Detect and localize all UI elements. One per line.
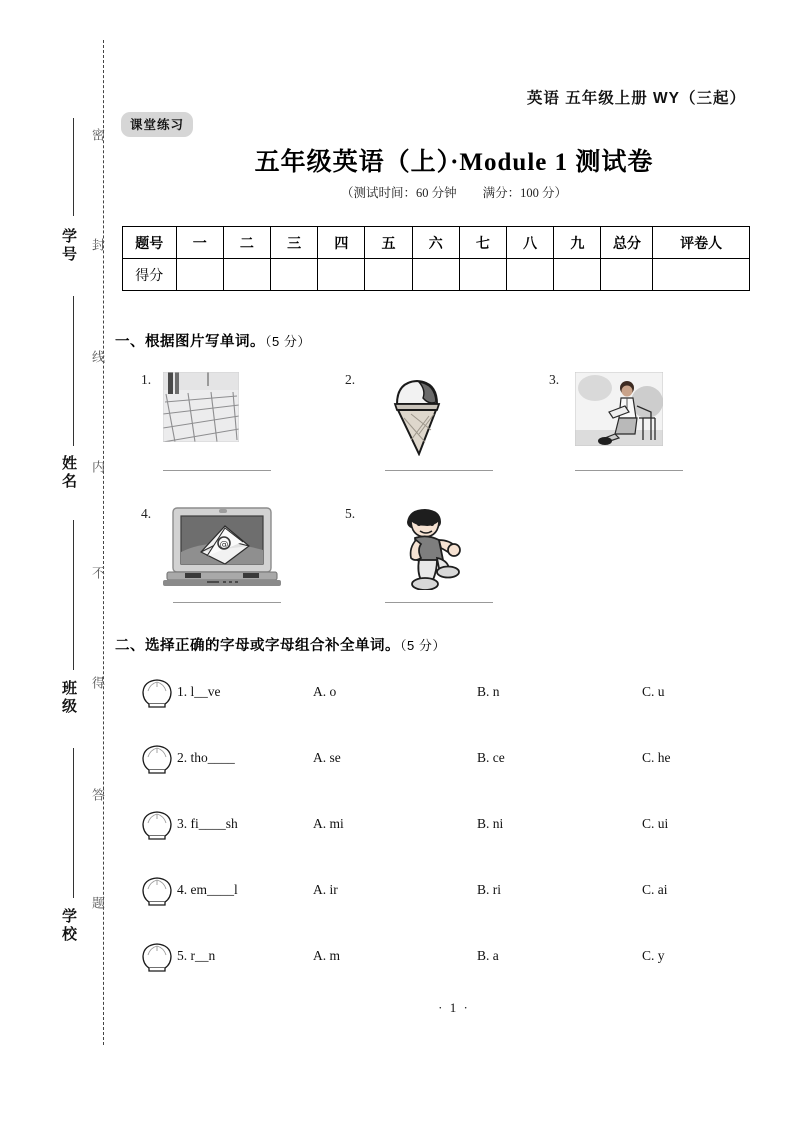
score-table-col-2: 二 — [223, 227, 270, 259]
seal-dashed-line — [103, 40, 104, 1045]
seal-char-5: 得 — [90, 676, 105, 691]
seal-char-3: 内 — [90, 460, 105, 475]
mc-question-3-stem: 3. fi____sh — [177, 816, 238, 831]
score-table — [122, 226, 750, 291]
picture-item-3-number: 3. — [549, 372, 560, 387]
field-rule-name — [73, 296, 74, 446]
page-title: 五年级英语（上）·Module 1 测试卷 — [254, 149, 654, 176]
laptop-email-image — [163, 506, 281, 590]
page-number: · 1 · — [438, 1000, 470, 1015]
exam-meta-line — [115, 183, 793, 201]
mc-question-1-option-a[interactable]: A. o — [313, 684, 337, 699]
shell-icon — [140, 875, 174, 912]
seal-char-0: 密 — [90, 128, 105, 143]
field-label-student-id: 学号 — [60, 228, 77, 264]
score-cell-3[interactable] — [271, 259, 318, 291]
running-boy-image — [385, 506, 467, 590]
mc-question-2-option-b[interactable]: B. ce — [477, 750, 505, 765]
mc-question-4-option-b[interactable]: B. ri — [477, 882, 502, 897]
score-table-col-3: 三 — [271, 227, 318, 259]
score-cell-reviewer[interactable] — [653, 259, 750, 291]
score-cell-9[interactable] — [554, 259, 601, 291]
mc-question-4-option-c[interactable]: C. ai — [642, 882, 668, 897]
score-table-col-9: 九 — [554, 227, 601, 259]
mc-question-1-option-c[interactable]: C. u — [642, 684, 665, 699]
score-cell-5[interactable] — [365, 259, 412, 291]
seal-char-2: 线 — [90, 350, 105, 365]
mc-question-5-option-a[interactable]: A. m — [313, 948, 340, 963]
seal-char-4: 不 — [90, 566, 105, 581]
exam-total-score: 满分：100 分） — [482, 186, 568, 200]
field-label-school: 学校 — [60, 908, 77, 944]
score-cell-1[interactable] — [176, 259, 223, 291]
seal-char-7: 题 — [90, 896, 105, 911]
score-cell-7[interactable] — [459, 259, 506, 291]
exam-duration: （测试时间：60 分钟 — [340, 186, 457, 200]
score-table-col-1: 一 — [176, 227, 223, 259]
mc-question-3-option-a[interactable]: A. mi — [313, 816, 344, 831]
section-1-points: （5 分） — [265, 334, 311, 349]
score-cell-2[interactable] — [223, 259, 270, 291]
mc-question-4 — [115, 878, 755, 908]
answer-line-3[interactable] — [575, 470, 683, 471]
svg-text:@: @ — [219, 540, 229, 550]
mc-question-2-option-c[interactable]: C. he — [642, 750, 671, 765]
mc-question-5 — [115, 944, 755, 974]
mc-question-5-option-c[interactable]: C. y — [642, 948, 665, 963]
score-cell-4[interactable] — [318, 259, 365, 291]
shell-icon — [140, 941, 174, 978]
score-table-col-5: 五 — [365, 227, 412, 259]
answer-line-2[interactable] — [385, 470, 493, 471]
field-rule-school — [73, 748, 74, 898]
score-table-col-8: 八 — [507, 227, 554, 259]
score-table-col-total: 总分 — [601, 227, 653, 259]
field-label-name: 姓名 — [60, 455, 77, 491]
score-table-row-label-question: 题号 — [123, 227, 177, 259]
mc-question-2 — [115, 746, 755, 776]
seal-char-1: 封 — [90, 238, 105, 253]
field-label-class: 班级 — [60, 680, 77, 716]
mc-question-3 — [115, 812, 755, 842]
mc-question-2-stem: 2. tho____ — [177, 750, 235, 765]
score-table-col-6: 六 — [412, 227, 459, 259]
field-rule-class — [73, 520, 74, 670]
section-2-title-text: 二、选择正确的字母或字母组合补全单词。 — [115, 638, 400, 654]
mc-question-1-stem: 1. l__ve — [177, 684, 221, 699]
score-table-col-reviewer: 评卷人 — [653, 227, 750, 259]
table-row-scores — [123, 259, 750, 291]
section-2-points: （5 分） — [400, 638, 446, 653]
section-2-heading — [115, 634, 446, 655]
picture-item-2-number: 2. — [345, 372, 356, 387]
mc-question-1 — [115, 680, 755, 710]
shell-icon — [140, 809, 174, 846]
score-table-col-7: 七 — [459, 227, 506, 259]
exam-sheet — [115, 0, 793, 1122]
answer-line-5[interactable] — [385, 602, 493, 603]
seal-char-6: 答 — [90, 788, 105, 803]
mc-question-4-option-a[interactable]: A. ir — [313, 882, 338, 897]
picture-item-1-number: 1. — [141, 372, 152, 387]
picture-item-5-number: 5. — [345, 506, 356, 521]
tiled-floor-image — [163, 372, 239, 442]
score-table-col-4: 四 — [318, 227, 365, 259]
mc-question-3-option-c[interactable]: C. ui — [642, 816, 669, 831]
score-cell-total[interactable] — [601, 259, 653, 291]
mc-question-1-option-b[interactable]: B. n — [477, 684, 500, 699]
shell-icon — [140, 743, 174, 780]
mc-question-5-stem: 5. r__n — [177, 948, 216, 963]
ice-cream-cone-image — [385, 372, 449, 456]
section-1-title-text: 一、根据图片写单词。 — [115, 334, 265, 350]
exercise-type-badge: 课堂练习 — [121, 112, 193, 137]
section-1-heading — [115, 330, 311, 351]
picture-item-4-number: 4. — [141, 506, 152, 521]
book-info-line: 英语 五年级上册 WY（三起） — [526, 90, 746, 107]
answer-line-4[interactable] — [173, 602, 281, 603]
mc-question-4-stem: 4. em____l — [177, 882, 238, 897]
answer-line-1[interactable] — [163, 470, 271, 471]
table-row-question-numbers — [123, 227, 750, 259]
score-table-row-label-score: 得分 — [123, 259, 177, 291]
shell-icon — [140, 677, 174, 714]
mc-question-2-option-a[interactable]: A. se — [313, 750, 341, 765]
field-rule-student-id — [73, 118, 74, 216]
seal-margin-rail — [0, 0, 115, 1122]
mc-question-5-option-b[interactable]: B. a — [477, 948, 499, 963]
score-cell-8[interactable] — [507, 259, 554, 291]
mc-question-3-option-b[interactable]: B. ni — [477, 816, 504, 831]
man-with-laptop-on-bench-image — [575, 372, 663, 446]
score-cell-6[interactable] — [412, 259, 459, 291]
